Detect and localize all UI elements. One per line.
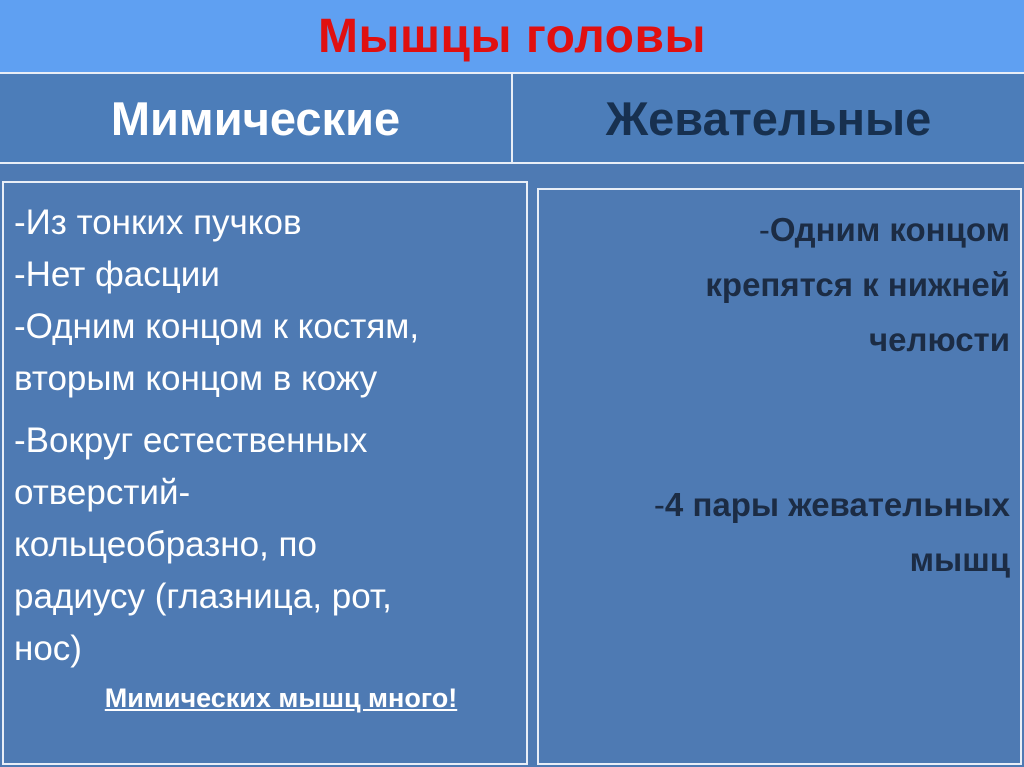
spacer: [549, 367, 1010, 477]
dash: -: [758, 211, 770, 248]
list-item: мышц: [909, 541, 1010, 578]
text: 4 пары жевательных: [664, 486, 1010, 523]
list-item: кольцеобразно, по: [14, 525, 317, 564]
list-item: -Из тонких пучков: [14, 203, 302, 242]
text: Одним концом: [769, 211, 1010, 248]
list-item: отверстий-: [14, 473, 191, 512]
dash: -: [653, 486, 665, 523]
list-item: радиусу (глазница, рот,: [14, 577, 392, 616]
list-item: крепятся к нижней: [705, 266, 1010, 303]
list-item: нос): [14, 629, 82, 668]
list-item: челюсти: [868, 321, 1010, 358]
list-item: вторым концом в кожу: [14, 359, 378, 398]
list-item: [549, 477, 1010, 532]
mimic-muscles-box: [2, 181, 528, 765]
table-header-row: [0, 74, 1024, 164]
list-item: -Вокруг естественных: [14, 421, 368, 460]
mimic-emphasis: Мимических мышц много!: [104, 683, 458, 713]
list-item: [549, 202, 1010, 257]
slide-title: Мышцы головы: [318, 9, 706, 63]
chewing-muscles-box: [537, 188, 1022, 765]
spacer: [14, 405, 518, 415]
list-item: -Одним концом к костям,: [14, 307, 420, 346]
header-chewing: Жевательные: [605, 91, 932, 145]
header-mimic: Мимические: [0, 74, 513, 162]
title-bar: [0, 0, 1024, 74]
list-item: -Нет фасции: [14, 255, 220, 294]
